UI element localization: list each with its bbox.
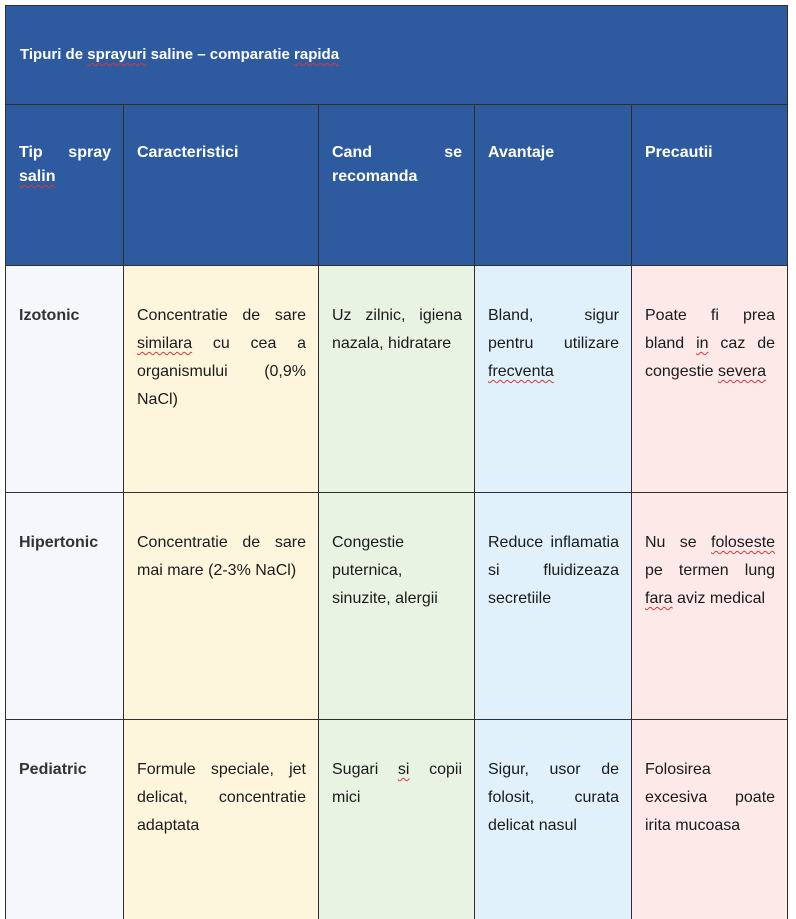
- table-row: [6, 266, 788, 493]
- cell-caracteristici: Formule speciale, jet delicat, concentratie adaptata: [124, 720, 319, 919]
- cell-caracteristici: [124, 266, 319, 493]
- header-precautii: Precautii: [632, 105, 788, 266]
- cell-caracteristici: Concentratie de sare mai mare (2-3% NaCl): [124, 493, 319, 720]
- cell-precautii: [632, 493, 788, 720]
- cell-text: Sugari: [332, 761, 398, 778]
- cell-text: Poate fi prea bland: [645, 307, 775, 352]
- table-row: [6, 720, 788, 919]
- title-text-mid: saline – comparatie: [146, 46, 294, 63]
- header-tip-text-misspelled: salin: [19, 168, 55, 185]
- table-title-row: [6, 6, 788, 105]
- cell-avantaje: Reduce inflamatia si fluidizeaza secretiile: [475, 493, 632, 720]
- cell-text-misspelled: foloseste: [711, 534, 775, 551]
- header-tip-text: Tip spray: [19, 144, 111, 161]
- row-type-izotonic: Izotonic: [6, 266, 124, 493]
- title-text-misspelled-2: rapida: [294, 46, 339, 63]
- cell-text: caz de congestie: [645, 335, 775, 380]
- cell-text-misspelled: frecventa: [488, 363, 554, 380]
- cell-text: pe termen lung: [645, 562, 775, 579]
- cell-avantaje: Sigur, usor de folosit, curata delicat nasul: [475, 720, 632, 919]
- cell-cand: Congestie puternica, sinuzite, alergii: [319, 493, 475, 720]
- cell-text: cu cea a organismului (0,9% NaCl): [137, 335, 306, 408]
- cell-text: aviz medical: [673, 590, 765, 607]
- cell-text: copii mici: [332, 761, 462, 806]
- header-tip-spray: [6, 105, 124, 266]
- row-type-hipertonic: Hipertonic: [6, 493, 124, 720]
- cell-text: Nu se: [645, 534, 711, 551]
- comparison-table-wrapper: [5, 5, 787, 919]
- title-text: Tipuri de: [20, 46, 87, 63]
- cell-text-misspelled: fara: [645, 590, 673, 607]
- cell-text: Bland, sigur pentru utilizare: [488, 307, 619, 352]
- cell-text-misspelled: similara: [137, 335, 192, 352]
- saline-spray-comparison-table: [5, 5, 788, 919]
- cell-text-misspelled: si: [398, 761, 410, 778]
- cell-text: Concentratie de sare: [137, 307, 306, 324]
- table-title: [6, 6, 788, 105]
- cell-avantaje: [475, 266, 632, 493]
- title-text-misspelled: sprayuri: [87, 46, 146, 63]
- cell-text-misspelled: in: [696, 335, 708, 352]
- cell-cand: Uz zilnic, igiena nazala, hidratare: [319, 266, 475, 493]
- cell-text-misspelled: severa: [718, 363, 766, 380]
- header-caracteristici: Caracteristici: [124, 105, 319, 266]
- header-cand: Cand se recomanda: [319, 105, 475, 266]
- cell-cand: [319, 720, 475, 919]
- cell-precautii: Folosirea excesiva poate irita mucoasa: [632, 720, 788, 919]
- table-header-row: [6, 105, 788, 266]
- header-avantaje: Avantaje: [475, 105, 632, 266]
- table-row: [6, 493, 788, 720]
- cell-precautii: [632, 266, 788, 493]
- row-type-pediatric: Pediatric: [6, 720, 124, 919]
